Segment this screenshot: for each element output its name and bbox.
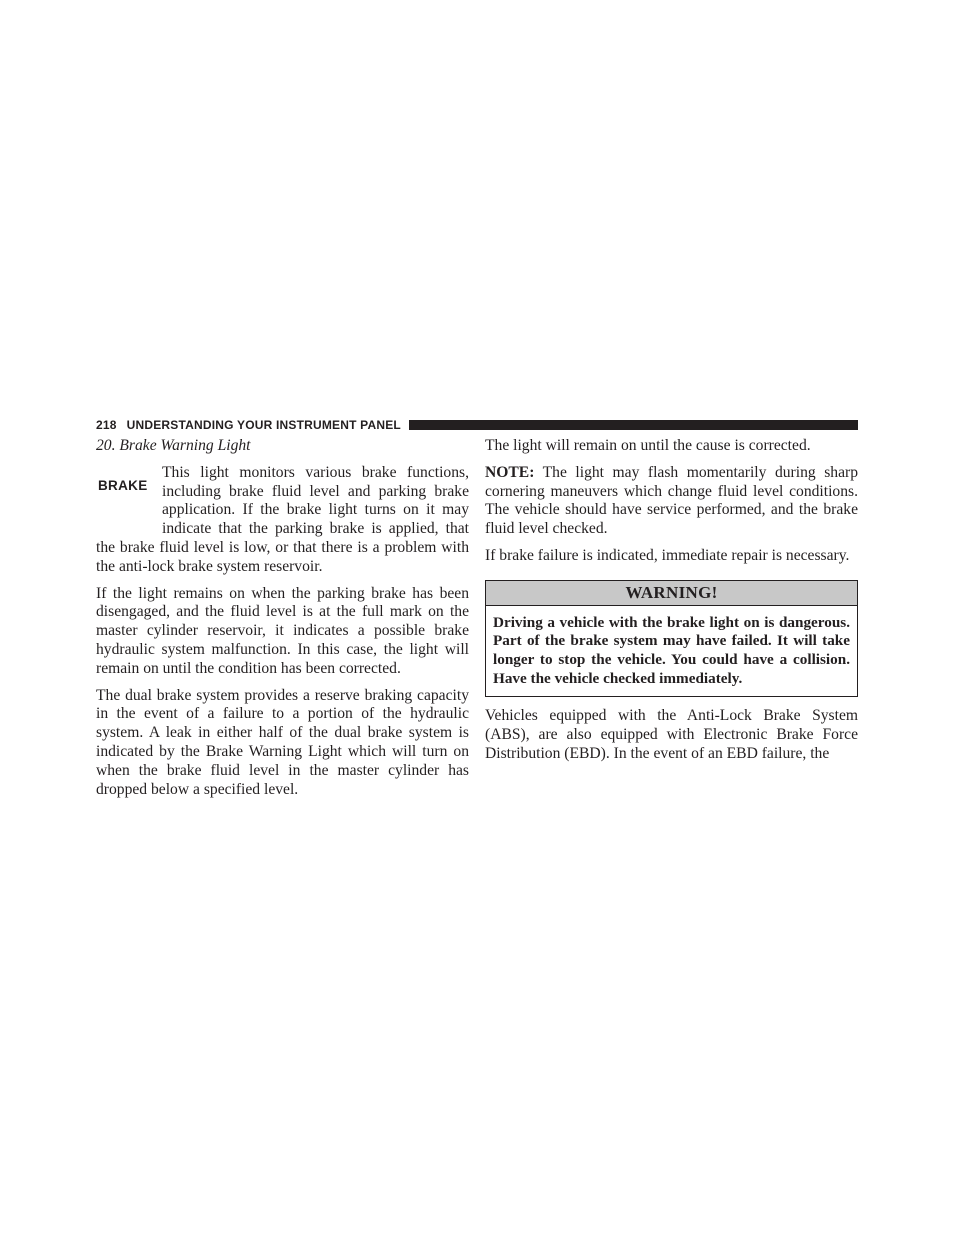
note-text: The light may flash momentarily during sharp cornering maneuvers which change fluid level conditions. The vehicle should have service performed, and the brake fluid level checked.: [485, 463, 858, 538]
left-column: [96, 437, 469, 807]
brake-icon-label: BRAKE: [98, 477, 148, 493]
header-rule: [409, 420, 858, 430]
warning-title: WARNING!: [486, 581, 857, 606]
brake-warning-icon: [96, 464, 154, 522]
paragraph-note: [485, 464, 858, 539]
paragraph-text: This light monitors various brake functions, including brake fluid level and parking brake application. If the brake light turns on it may indicate that the parking brake is applied, that the brake fluid level is low, or that there is a problem with the anti-lock brake system reservoir.: [96, 463, 469, 575]
section-title: UNDERSTANDING YOUR INSTRUMENT PANEL: [126, 418, 401, 432]
paragraph-dual-brake: The dual brake system provides a reserve braking capacity in the event of a failure to a portion of the hydraulic system. A leak in either half of the dual brake system is indicated by the Brake Warning Light which will turn on when the brake fluid level in the master cylinder has dropped below a specified level.: [96, 686, 469, 798]
paragraph-brake-intro: [96, 464, 469, 577]
warning-body: Driving a vehicle with the brake light on is dangerous. Part of the brake system may have failed. It will take longer to stop the vehicle. You could have a collision. Have the vehicle checked immediately.: [493, 613, 850, 687]
warning-box: [485, 580, 858, 697]
page-header: [96, 417, 858, 433]
paragraph-brake-failure: If brake failure is indicated, immediate repair is necessary.: [485, 546, 850, 564]
subheading: 20. Brake Warning Light: [96, 437, 251, 454]
note-label: NOTE:: [485, 463, 535, 481]
right-column: [485, 437, 858, 772]
paragraph-remain-on: The light will remain on until the cause is corrected.: [485, 437, 811, 454]
paragraph-ebd: Vehicles equipped with the Anti-Lock Brake System (ABS), are also equipped with Electronic Brake Force Distribution (EBD). In the event of an EBD failure, the: [485, 707, 858, 762]
page-number: 218: [96, 418, 117, 432]
paragraph-hydraulic: If the light remains on when the parking brake has been disengaged, and the fluid level is at the full mark on the master cylinder reservoir, it indicates a possible brake hydraulic system malfunction. In this case, the light will remain on until the condition has been corrected.: [96, 584, 469, 677]
